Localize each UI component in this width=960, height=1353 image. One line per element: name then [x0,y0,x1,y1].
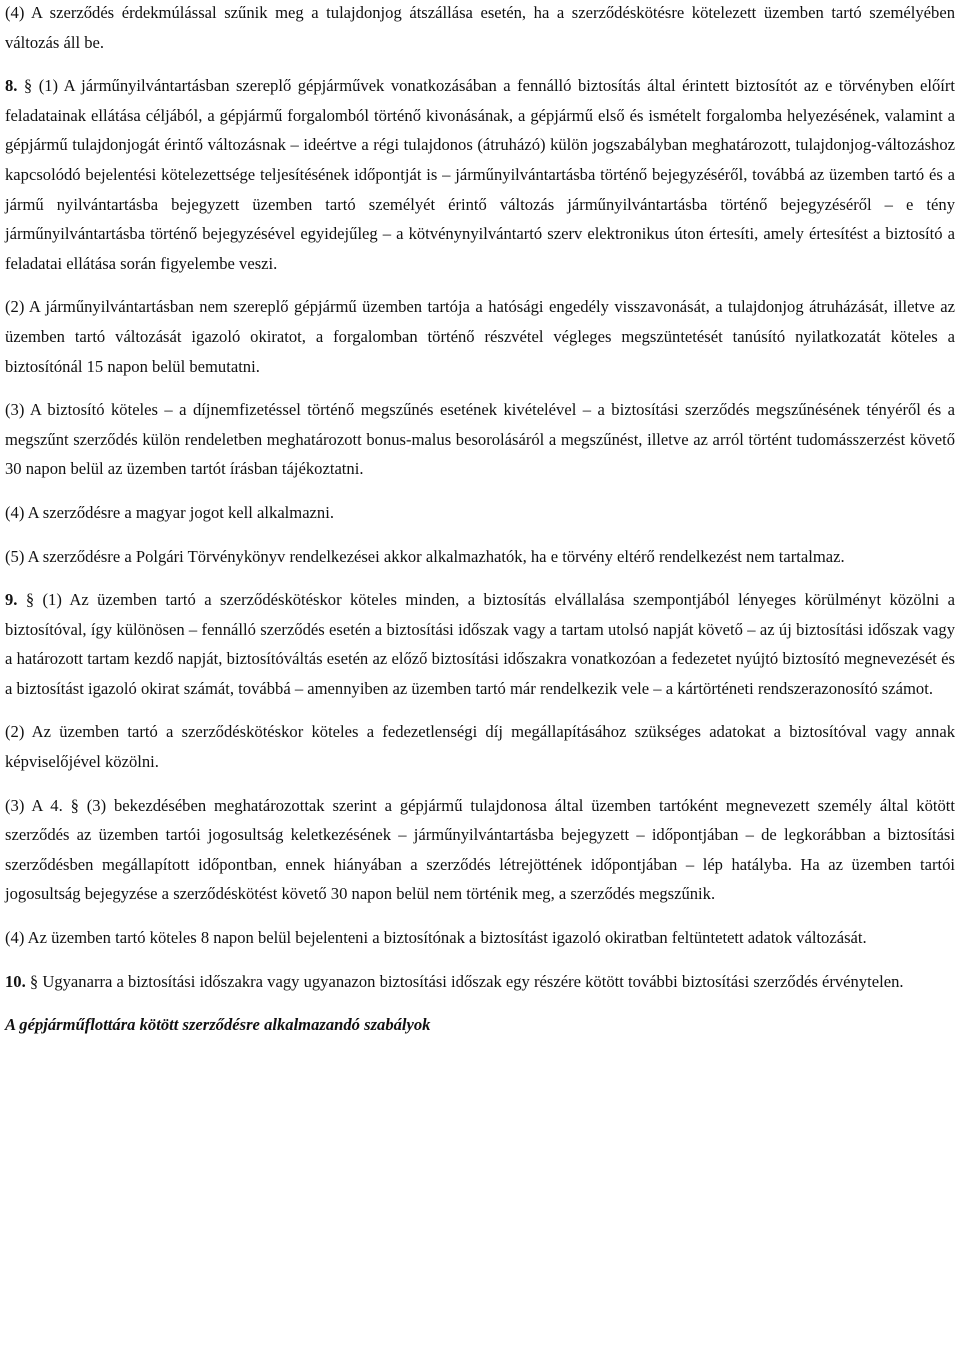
paragraph-9-3 [5,791,955,909]
paragraph-8-2 [5,292,955,381]
paragraph-9-4 [5,923,955,953]
paragraph-section-10 [5,967,955,997]
paragraph-text: (2) A járműnyilvántartásban nem szereplő gépjármű üzemben tartója a hatósági engedély visszavonását, a tulajdonjog átruházását, illetve az üzemben tartó változását igazoló okiratot, a forgalomban történő részvétel végleges megszüntetését tanúsító nyilatkozatát köteles a biztosítónál 15 napon belül bemutatni. [5,297,955,376]
paragraph-9-2 [5,717,955,776]
paragraph-8-4 [5,0,955,57]
paragraph-section-9-1 [5,585,955,703]
paragraph-section-8-1 [5,71,955,278]
paragraph-8-5 [5,542,955,572]
section-number: 9. [5,590,26,610]
section-heading: A gépjárműflottára kötött szerződésre alkalmazandó szabályok [5,1015,431,1035]
paragraph-8-4b [5,498,955,528]
paragraph-text: (4) A szerződés érdekmúlással szűnik meg a tulajdonjog átszállása esetén, ha a szerződéskötésre kötelezett üzemben tartó személyében változás áll be. [5,3,955,52]
paragraph-text: § (1) Az üzemben tartó a szerződéskötéskor köteles minden, a biztosítás elvállalása szempontjából lényeges körülményt közölni a biztosítóval, így különösen – fennálló szerződés esetén a biztosítási időszak vagy a tartam utolsó napját követő – az új biztosítási időszak vagy a határozott tartam kezdő napját, biztosítóváltás esetén az előző biztosítási időszakra vonatkozóan a fedezetet nyújtó biztosító megnevezését és a biztosítást igazoló okirat számát, továbbá – amennyiben az üzemben tartó már rendelkezik vele – a kártörténeti rendszerazonosító számot. [5,590,955,698]
paragraph-text: (2) Az üzemben tartó a szerződéskötéskor köteles a fedezetlenségi díj megállapításához szükséges adatokat a biztosítóval vagy annak képviselőjével közölni. [5,722,955,772]
paragraph-text: (4) Az üzemben tartó köteles 8 napon belül bejelenteni a biztosítónak a biztosítást igazoló okiratban feltüntetett adatok változását. [5,928,867,948]
section-number: 10. [5,971,30,991]
paragraph-text: (5) A szerződésre a Polgári Törvénykönyv rendelkezései akkor alkalmazhatók, ha e törvény eltérő rendelkezést nem tartalmaz. [5,546,845,566]
paragraph-text: (4) A szerződésre a magyar jogot kell alkalmazni. [5,502,334,522]
paragraph-text: (3) A 4. § (3) bekezdésében meghatározottak szerint a gépjármű tulajdonosa által üzemben tartóként megnevezett személy által kötött szerződés az üzemben tartói jogosultság keletkezésének – járműnyilvántartásba bejegyzett – időpontjában – de legkorábban a biztosítási szerződésben megállapított időpontban, ennek hiányában a szerződés létrejöttének időpontjában – lép hatályba. Ha az üzemben tartói jogosultság bejegyzése a szerződéskötést követő 30 napon belül nem történik meg, a szerződés megszűnik. [5,795,955,904]
section-number: 8. [5,76,24,96]
paragraph-text: § (1) A járműnyilvántartásban szereplő gépjárművek vonatkozásában a fennálló biztosítás által érintett biztosítót az e törvényben előírt feladatainak ellátása céljából, a gépjármű forgalomból történő kivonásának, a gépjármű első és ismételt forgalomba helyezésének, valamint a gépjármű tulajdonjogát érintő változásnak – ideértve a régi tulajdonos (átruházó) külön jogszabályban meghatározott, tulajdonjog-változáshoz kapcsolódó bejelentési kötelezettsége teljesítésének időpontját is – járműnyilvántartásba történő bejegyzéséről, továbbá az üzemben tartó és a jármű nyilvántartásba bejegyzett üzemben tartó személyét érintő változás járműnyilvántartásba történő bejegyzéséről – e tény járműnyilvántartásba történő bejegyzésével egyidejűleg – a kötvénynyilvántartó szerv elektronikus úton értesíti, amely értesítést a biztosító a feladatai ellátása során figyelembe veszi. [5,76,955,273]
paragraph-text: § Ugyanarra a biztosítási időszakra vagy ugyanazon biztosítási időszak egy részére kötött további biztosítási szerződés érvénytelen. [29,971,904,991]
paragraph-text: (3) A biztosító köteles – a díjnemfizetéssel történő megszűnés esetének kivételével – a biztosítási szerződés megszűnésének tényéről és a megszűnt szerződés külön rendeletben meghatározott bonus-malus besorolásáról a megszűnést, illetve az arról történt tudomásszerzést követő 30 napon belül az üzemben tartót írásban tájékoztatni. [5,400,955,479]
paragraph-8-3 [5,395,955,484]
